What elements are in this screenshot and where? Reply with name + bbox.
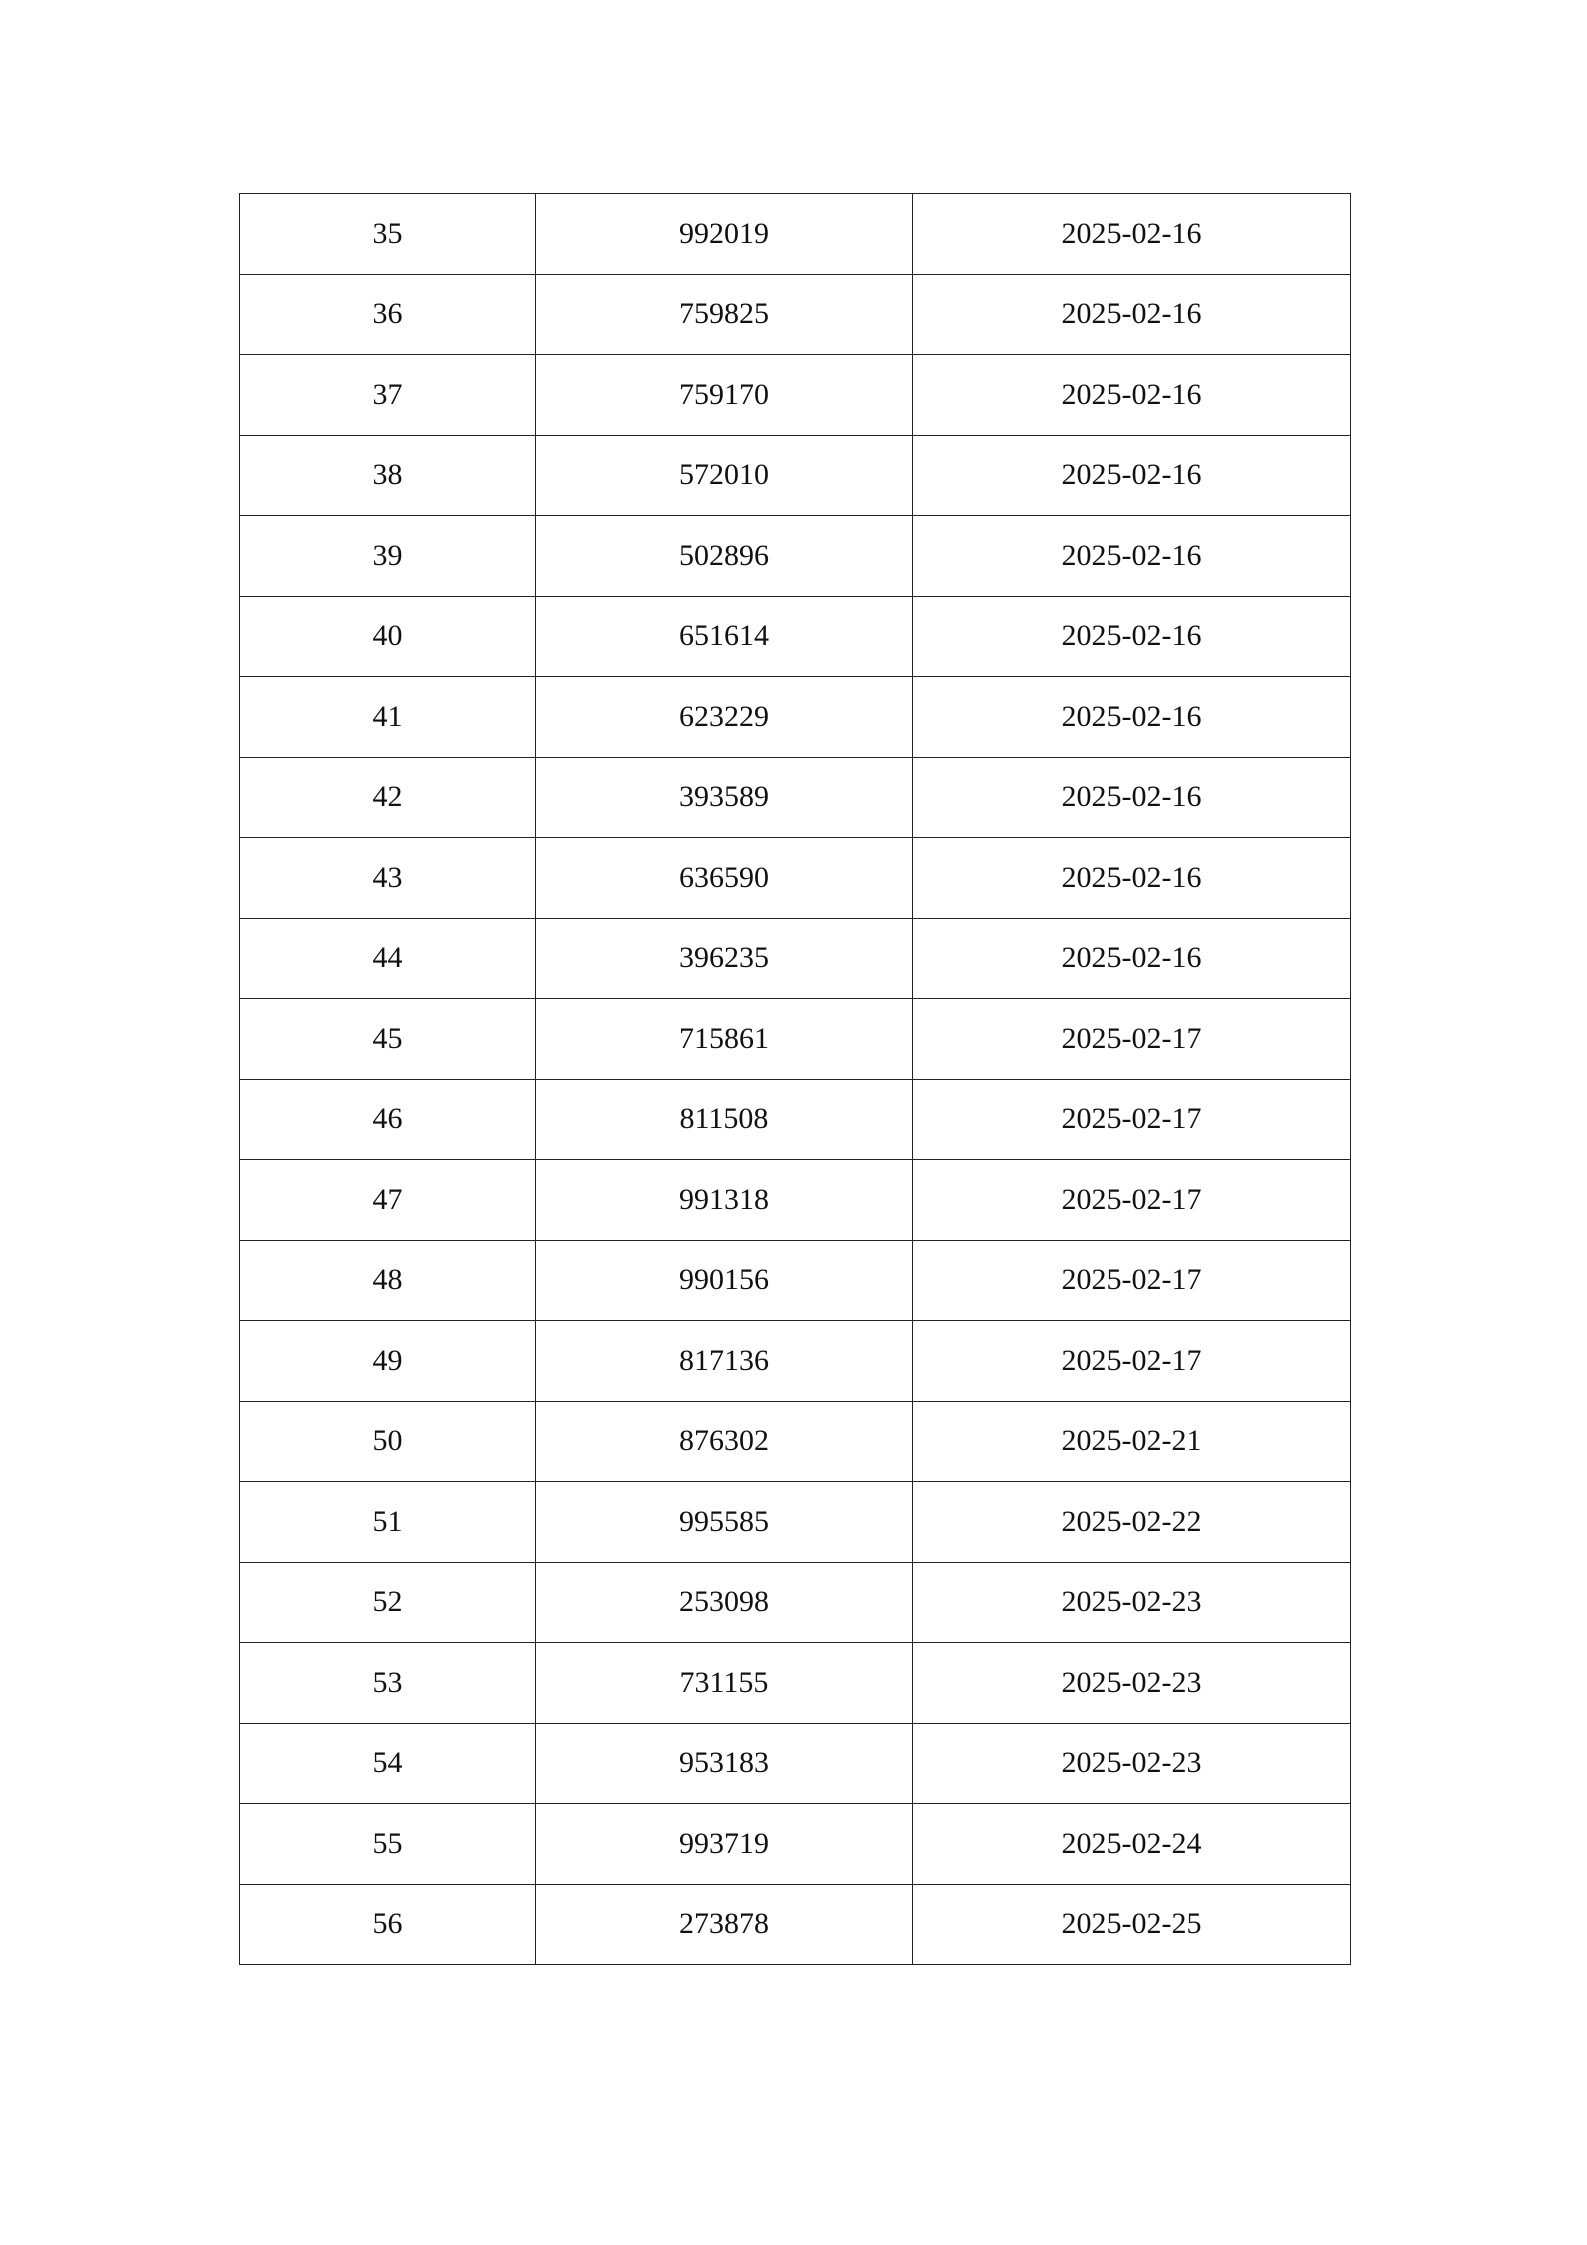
date-cell: 2025-02-17	[913, 999, 1351, 1080]
date-cell: 2025-02-17	[913, 1240, 1351, 1321]
date-cell: 2025-02-16	[913, 677, 1351, 758]
date-cell: 2025-02-16	[913, 516, 1351, 597]
code-cell: 396235	[536, 918, 913, 999]
date-cell: 2025-02-22	[913, 1482, 1351, 1563]
code-cell: 991318	[536, 1160, 913, 1241]
date-cell: 2025-02-16	[913, 355, 1351, 436]
table-row	[240, 999, 1351, 1080]
date-cell: 2025-02-24	[913, 1804, 1351, 1885]
date-cell: 2025-02-16	[913, 596, 1351, 677]
date-cell: 2025-02-23	[913, 1643, 1351, 1724]
table-row	[240, 1643, 1351, 1724]
row-number-cell: 47	[240, 1160, 536, 1241]
date-cell: 2025-02-16	[913, 274, 1351, 355]
code-cell: 273878	[536, 1884, 913, 1965]
row-number-cell: 53	[240, 1643, 536, 1724]
code-cell: 953183	[536, 1723, 913, 1804]
row-number-cell: 51	[240, 1482, 536, 1563]
row-number-cell: 41	[240, 677, 536, 758]
date-cell: 2025-02-16	[913, 757, 1351, 838]
code-cell: 715861	[536, 999, 913, 1080]
table-row	[240, 757, 1351, 838]
row-number-cell: 36	[240, 274, 536, 355]
table-row	[240, 194, 1351, 275]
code-cell: 572010	[536, 435, 913, 516]
date-cell: 2025-02-23	[913, 1562, 1351, 1643]
code-cell: 759170	[536, 355, 913, 436]
row-number-cell: 38	[240, 435, 536, 516]
data-table	[239, 193, 1351, 1965]
table-row	[240, 1321, 1351, 1402]
table-body	[240, 194, 1351, 1965]
code-cell: 253098	[536, 1562, 913, 1643]
date-cell: 2025-02-16	[913, 838, 1351, 919]
code-cell: 876302	[536, 1401, 913, 1482]
code-cell: 817136	[536, 1321, 913, 1402]
code-cell: 811508	[536, 1079, 913, 1160]
date-cell: 2025-02-16	[913, 918, 1351, 999]
code-cell: 636590	[536, 838, 913, 919]
table-row	[240, 1401, 1351, 1482]
row-number-cell: 54	[240, 1723, 536, 1804]
code-cell: 995585	[536, 1482, 913, 1563]
row-number-cell: 39	[240, 516, 536, 597]
date-cell: 2025-02-23	[913, 1723, 1351, 1804]
row-number-cell: 42	[240, 757, 536, 838]
table-row	[240, 1804, 1351, 1885]
code-cell: 993719	[536, 1804, 913, 1885]
date-cell: 2025-02-25	[913, 1884, 1351, 1965]
row-number-cell: 35	[240, 194, 536, 275]
row-number-cell: 50	[240, 1401, 536, 1482]
code-cell: 992019	[536, 194, 913, 275]
date-cell: 2025-02-21	[913, 1401, 1351, 1482]
table-row	[240, 1723, 1351, 1804]
table-row	[240, 274, 1351, 355]
row-number-cell: 56	[240, 1884, 536, 1965]
code-cell: 623229	[536, 677, 913, 758]
row-number-cell: 46	[240, 1079, 536, 1160]
table-row	[240, 596, 1351, 677]
table-row	[240, 1884, 1351, 1965]
table-row	[240, 516, 1351, 597]
row-number-cell: 40	[240, 596, 536, 677]
code-cell: 502896	[536, 516, 913, 597]
code-cell: 651614	[536, 596, 913, 677]
table-row	[240, 1482, 1351, 1563]
row-number-cell: 43	[240, 838, 536, 919]
table-row	[240, 1240, 1351, 1321]
date-cell: 2025-02-16	[913, 194, 1351, 275]
code-cell: 393589	[536, 757, 913, 838]
date-cell: 2025-02-17	[913, 1160, 1351, 1241]
row-number-cell: 48	[240, 1240, 536, 1321]
code-cell: 759825	[536, 274, 913, 355]
table-row	[240, 838, 1351, 919]
table-row	[240, 355, 1351, 436]
date-cell: 2025-02-17	[913, 1321, 1351, 1402]
row-number-cell: 44	[240, 918, 536, 999]
table-row	[240, 918, 1351, 999]
row-number-cell: 37	[240, 355, 536, 436]
table-row	[240, 1079, 1351, 1160]
row-number-cell: 52	[240, 1562, 536, 1643]
date-cell: 2025-02-17	[913, 1079, 1351, 1160]
table-row	[240, 677, 1351, 758]
table-row	[240, 1160, 1351, 1241]
code-cell: 731155	[536, 1643, 913, 1724]
date-cell: 2025-02-16	[913, 435, 1351, 516]
code-cell: 990156	[536, 1240, 913, 1321]
table-row	[240, 435, 1351, 516]
row-number-cell: 49	[240, 1321, 536, 1402]
table-row	[240, 1562, 1351, 1643]
row-number-cell: 45	[240, 999, 536, 1080]
row-number-cell: 55	[240, 1804, 536, 1885]
